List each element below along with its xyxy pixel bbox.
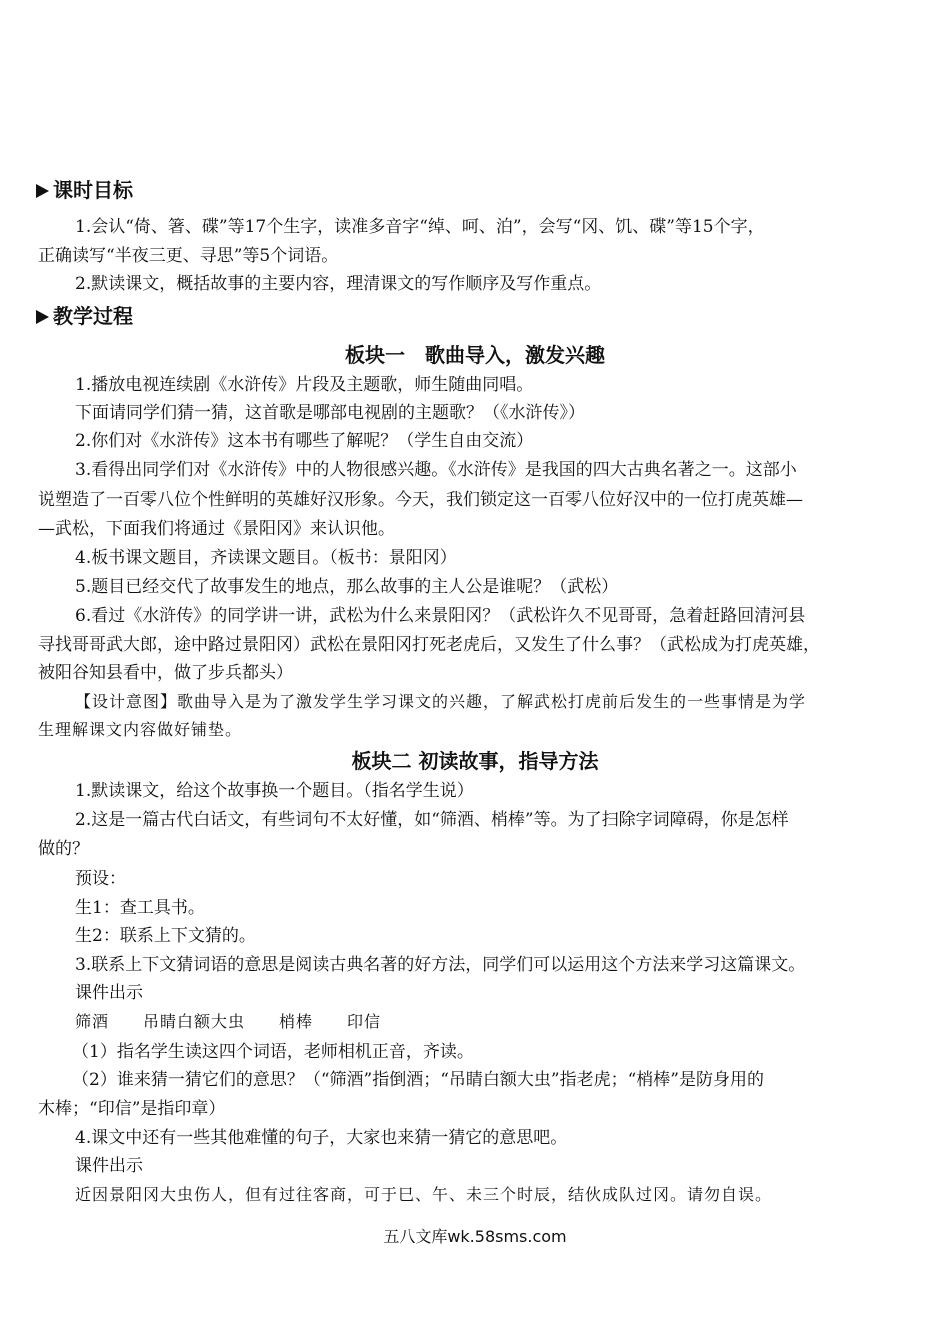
paragraph: （2）谁来猜一猜它们的意思？（“筛酒”指倒酒；“吊睛白额大虫”指老虎；“梢棒”是防身用的 [72, 1070, 764, 1090]
block1-title: 板块一 歌曲导入，激发兴趣 [345, 343, 605, 367]
paragraph: 做的？ [38, 839, 89, 859]
paragraph: 生2：联系上下文猜的。 [75, 926, 256, 946]
paragraph: 生1：查工具书。 [75, 898, 205, 918]
paragraph: —武松，下面我们将通过《景阳冈》来认识他。 [38, 519, 395, 539]
block2-title: 板块二 初读故事，指导方法 [351, 749, 599, 773]
goal-item-1: 1.会认“倚、箸、碟”等17个生字，读准多音字“绰、呵、泊”，会写“冈、饥、碟”等15个字， [75, 217, 765, 237]
paragraph: 5.题目已经交代了故事发生的地点，那么故事的主人公是谁呢？（武松） [75, 577, 619, 597]
triangle-bullet-icon [36, 310, 49, 324]
courseware-label: 课件出示 [75, 983, 143, 1003]
goal-item-2: 2.默读课文，概括故事的主要内容，理清课文的写作顺序及写作重点。 [75, 274, 602, 294]
paragraph: 下面请同学们猜一猜，这首歌是哪部电视剧的主题歌？（《水浒传》） [75, 403, 585, 423]
quote-text: 近因景阳冈大虫伤人，但有过往客商，可于巳、午、未三个时辰，结伙成队过冈。请勿自误。 [75, 1185, 773, 1204]
courseware-label: 课件出示 [75, 1156, 143, 1176]
design-intent: 【设计意图】歌曲导入是为了激发学生学习课文的兴趣，了解武松打虎前后发生的一些事情是为学 [75, 692, 807, 711]
design-intent: 生理解课文内容做好铺垫。 [38, 720, 243, 739]
paragraph: 2.你们对《水浒传》这本书有哪些了解呢？（学生自由交流） [75, 431, 534, 451]
footer-watermark: 五八文库wk.58sms.com [383, 1227, 567, 1246]
paragraph: 寻找哥哥武大郎，途中路过景阳冈）武松在景阳冈打死老虎后，又发生了什么事？（武松成为打虎英雄， [38, 635, 820, 655]
paragraph: （1）指名学生读这四个词语，老师相机正音，齐读。 [72, 1042, 474, 1062]
paragraph: 木棒；“印信”是指印章） [38, 1099, 226, 1119]
triangle-bullet-icon [36, 184, 49, 198]
vocab-word: 印信 [347, 1012, 382, 1031]
paragraph: 3.联系上下文猜词语的意思是阅读古典名著的好方法，同学们可以运用这个方法来学习这篇课文。 [75, 955, 806, 975]
paragraph: 预设： [75, 869, 126, 889]
goals-heading: 课时目标 [36, 176, 133, 204]
vocab-word: 梢棒 [279, 1012, 314, 1031]
goal-item-1-cont: 正确读写“半夜三更、寻思”等5个词语。 [38, 246, 339, 266]
process-heading: 教学过程 [36, 302, 133, 330]
paragraph: 6.看过《水浒传》的同学讲一讲，武松为什么来景阳冈？（武松许久不见哥哥，急着赶路回清河县 [75, 606, 806, 626]
paragraph: 被阳谷知县看中，做了步兵都头） [38, 663, 293, 683]
paragraph: 3.看得出同学们对《水浒传》中的人物很感兴趣。《水浒传》是我国的四大古典名著之一。这部小 [75, 460, 797, 480]
vocab-words [75, 1008, 912, 1036]
vocab-word: 筛酒 [75, 1012, 110, 1031]
paragraph: 2.这是一篇古代白话文，有些词句不太好懂，如“筛酒、梢棒”等。为了扫除字词障碍，你是怎样 [75, 810, 789, 830]
paragraph: 1.播放电视连续剧《水浒传》片段及主题歌，师生随曲同唱。 [75, 375, 534, 395]
paragraph: 说塑造了一百零八位个性鲜明的英雄好汉形象。今天，我们锁定这一百零八位好汉中的一位打虎英雄— [38, 490, 803, 510]
vocab-word: 吊睛白额大虫 [143, 1012, 246, 1031]
paragraph: 4.板书课文题目，齐读课文题目。（板书：景阳冈） [75, 548, 457, 568]
paragraph: 1.默读课文，给这个故事换一个题目。（指名学生说） [75, 781, 474, 801]
paragraph: 4.课文中还有一些其他难懂的句子，大家也来猜一猜它的意思吧。 [75, 1128, 568, 1148]
